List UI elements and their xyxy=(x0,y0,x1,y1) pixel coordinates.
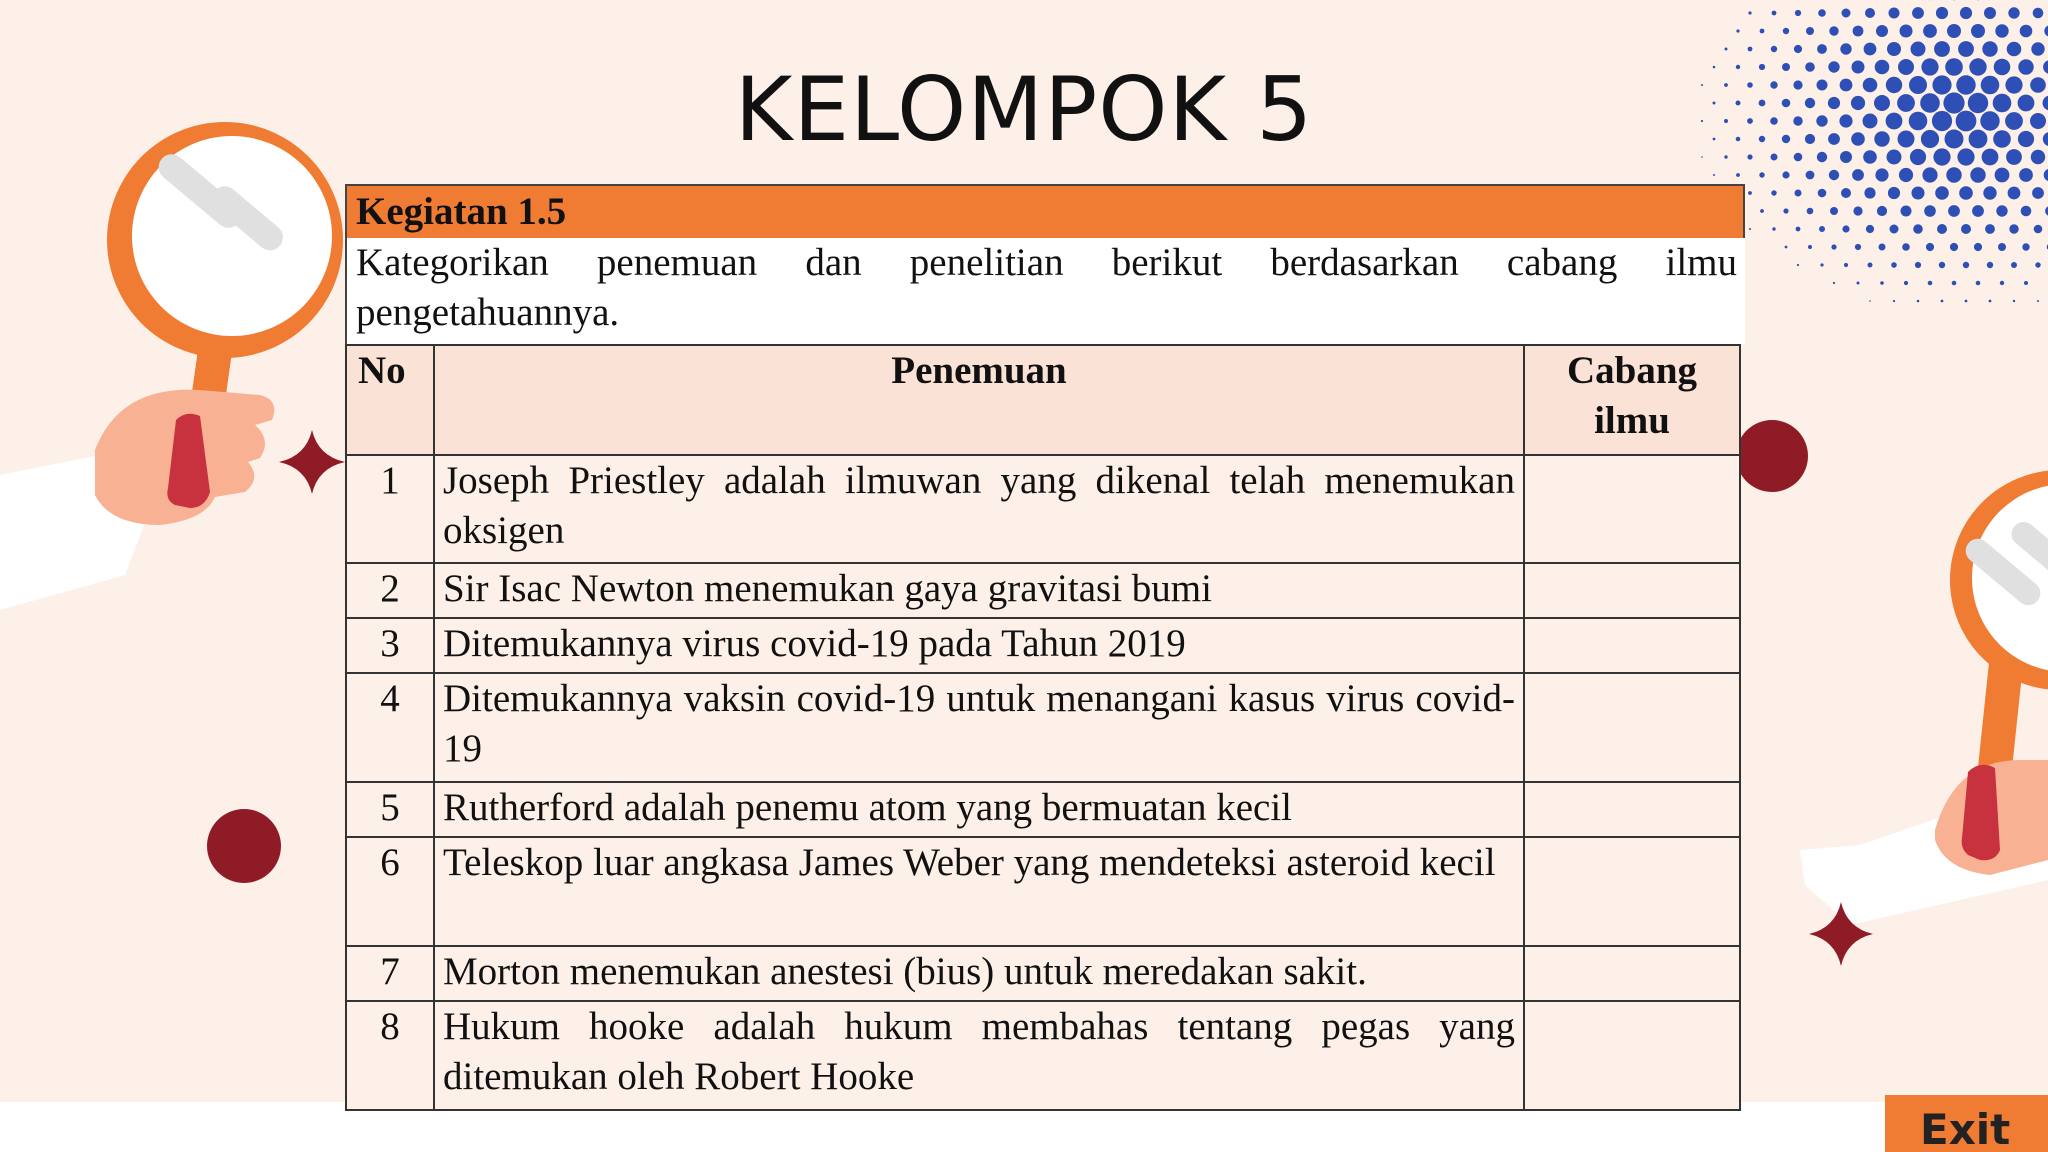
row-number: 6 xyxy=(346,837,434,946)
row-discovery: Teleskop luar angkasa James Weber yang mendeteksi asteroid kecil xyxy=(434,837,1524,946)
row-branch xyxy=(1524,673,1740,782)
four-point-star-icon xyxy=(1809,902,1873,966)
row-discovery: Ditemukannya vaksin covid-19 untuk menangani kasus virus covid-19 xyxy=(434,673,1524,782)
table-header-row xyxy=(346,345,1740,455)
column-header-cabang: Cabang ilmu xyxy=(1524,345,1740,455)
row-branch xyxy=(1524,618,1740,673)
row-branch xyxy=(1524,837,1740,946)
activity-instruction xyxy=(345,238,1745,344)
row-discovery: Sir Isac Newton menemukan gaya gravitasi bumi xyxy=(434,563,1524,618)
four-point-star-icon xyxy=(279,430,345,494)
row-branch xyxy=(1524,563,1740,618)
row-discovery: Rutherford adalah penemu atom yang bermuatan kecil xyxy=(434,782,1524,837)
table-row xyxy=(346,946,1740,1001)
column-header-penemuan: Penemuan xyxy=(434,345,1524,455)
row-branch xyxy=(1524,782,1740,837)
dot-decoration xyxy=(1736,420,1808,492)
row-number: 1 xyxy=(346,455,434,563)
table-row xyxy=(346,673,1740,782)
magnifying-glass-icon xyxy=(1800,470,2048,925)
row-number: 5 xyxy=(346,782,434,837)
row-discovery: Hukum hooke adalah hukum membahas tentang pegas yang ditemukan oleh Robert Hooke xyxy=(434,1001,1524,1110)
row-number: 4 xyxy=(346,673,434,782)
table-row xyxy=(346,455,1740,563)
discovery-table xyxy=(345,344,1741,1111)
row-discovery: Joseph Priestley adalah ilmuwan yang dikenal telah menemukan oksigen xyxy=(434,455,1524,563)
activity-table xyxy=(345,184,1745,1111)
table-row xyxy=(346,837,1740,946)
table-row xyxy=(346,618,1740,673)
dot-decoration xyxy=(207,809,281,883)
row-branch xyxy=(1524,455,1740,563)
instruction-line-1: Kategorikan penemuan dan penelitian berikut berdasarkan cabang ilmu xyxy=(356,241,1737,284)
instruction-line-2: pengetahuannya. xyxy=(356,291,620,334)
row-number: 8 xyxy=(346,1001,434,1110)
table-row xyxy=(346,1001,1740,1110)
table-row xyxy=(346,563,1740,618)
row-branch xyxy=(1524,946,1740,1001)
activity-heading: Kegiatan 1.5 xyxy=(345,184,1745,238)
row-discovery: Ditemukannya virus covid-19 pada Tahun 2019 xyxy=(434,618,1524,673)
magnifying-glass-icon xyxy=(0,122,343,610)
column-header-no: No xyxy=(346,345,434,455)
row-number: 7 xyxy=(346,946,434,1001)
row-number: 2 xyxy=(346,563,434,618)
row-discovery: Morton menemukan anestesi (bius) untuk meredakan sakit. xyxy=(434,946,1524,1001)
table-row xyxy=(346,782,1740,837)
row-branch xyxy=(1524,1001,1740,1110)
row-number: 3 xyxy=(346,618,434,673)
page-title: KELOMPOK 5 xyxy=(734,58,1314,161)
exit-button[interactable]: Exit xyxy=(1885,1095,2048,1152)
